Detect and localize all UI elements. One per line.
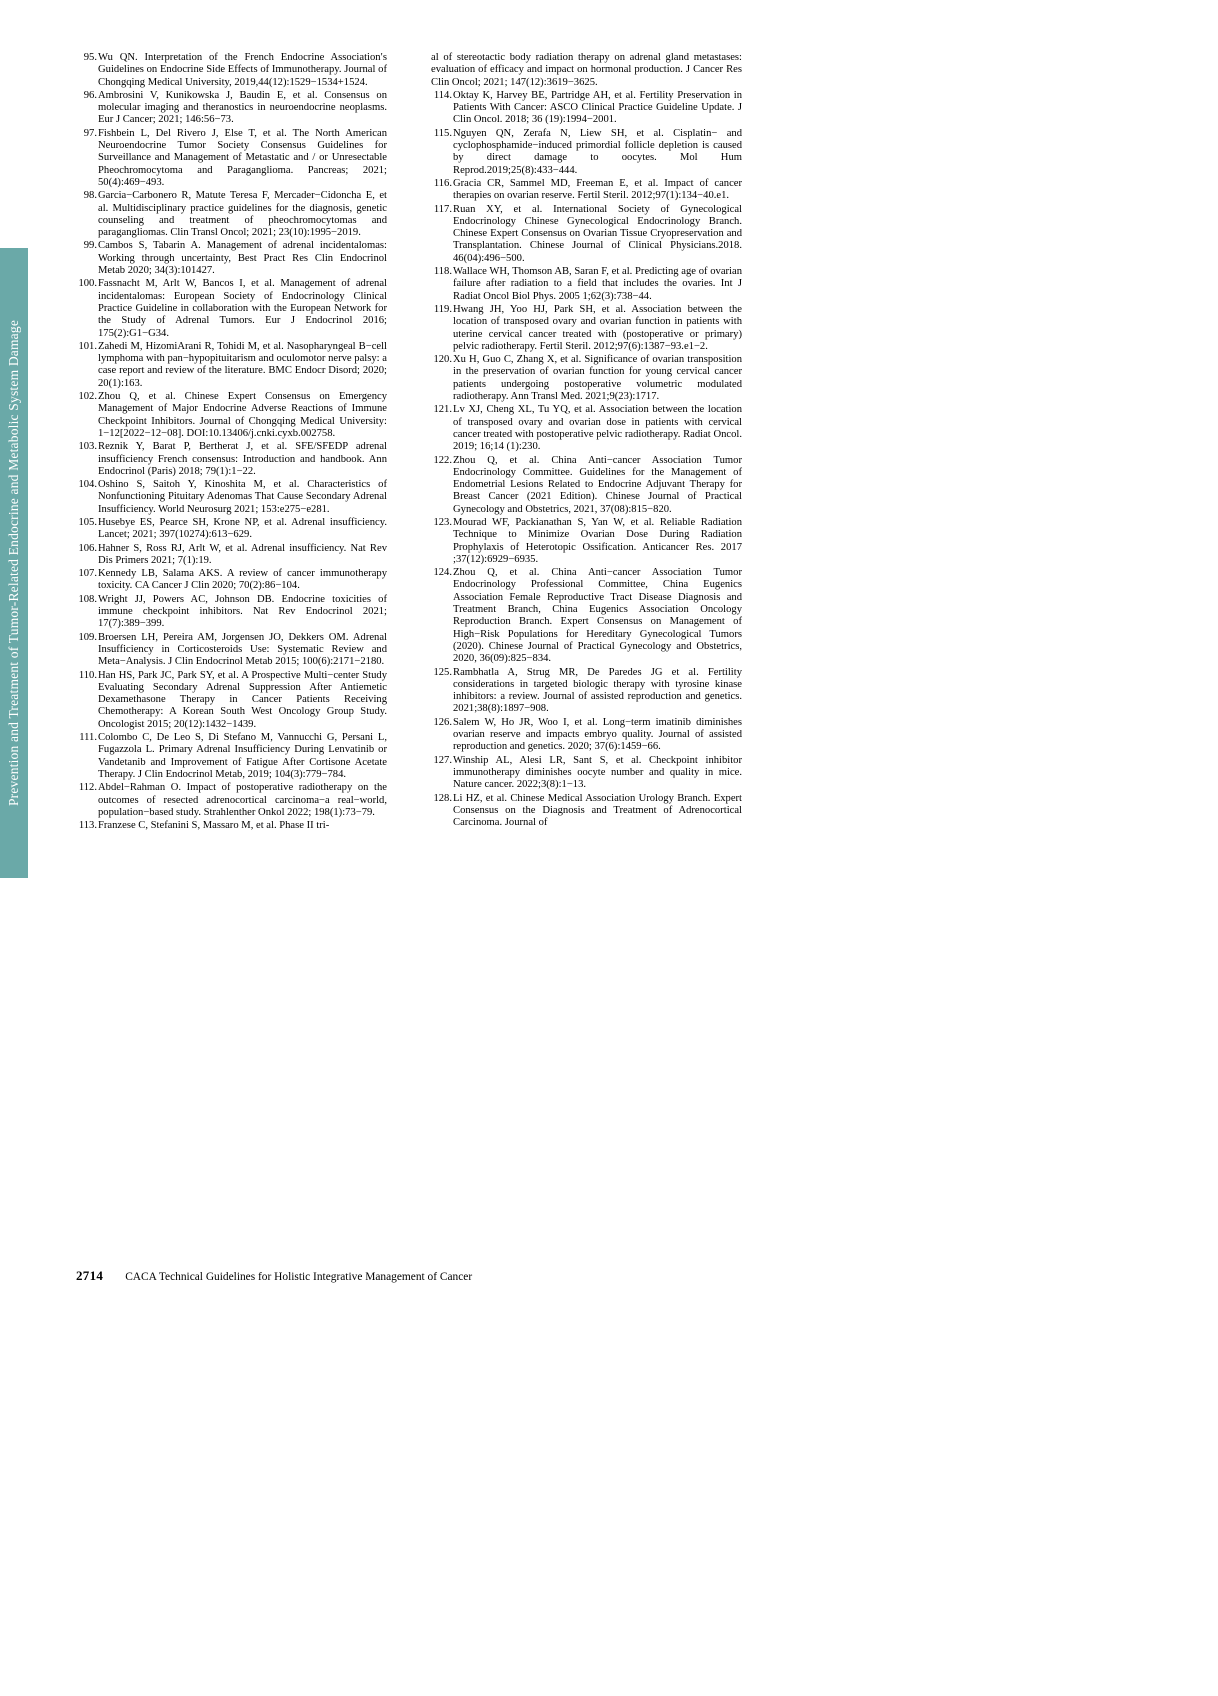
reference-item: [431, 266, 742, 303]
reference-item: [76, 594, 387, 631]
reference-number: 127.: [433, 754, 452, 766]
reference-number: 124.: [433, 567, 452, 579]
reference-text: Rambhatla A, Strug MR, De Paredes JG et al. Fertility considerations in targeted biologic therapy with tyrosine kinase inhibitors: a review. Journal of assisted reproduction and genetics. 2021;38(8):1897−908.: [453, 666, 742, 715]
reference-number: 109.: [78, 631, 97, 643]
reference-item: [76, 52, 387, 89]
reference-number: 123.: [433, 516, 452, 528]
reference-item: [431, 128, 742, 177]
reference-item: [76, 543, 387, 568]
reference-text: Zahedi M, HizomiArani R, Tohidi M, et al. Nasopharyngeal B−cell lymphoma with pan−hypopituitarism and oculomotor nerve palsy: a case report and review of the literature. BMC Endocr Disord; 2020; 20(1):163.: [98, 340, 387, 389]
reference-number: 120.: [433, 354, 452, 366]
reference-number: 95.: [83, 52, 97, 63]
reference-text: Salem W, Ho JR, Woo I, et al. Long−term imatinib diminishes ovarian reserve and impacts embryo quality. Journal of assisted reproduction and genetics. 2020; 37(6):1459−66.: [453, 716, 742, 753]
reference-text: Mourad WF, Packianathan S, Yan W, et al. Reliable Radiation Technique to Minimize Ovarian Dose During Radiation Prophylaxis of Heterotopic Ossification. Anticancer Res. 2017 ;37(12):6929−6935.: [453, 516, 742, 565]
reference-text: Cambos S, Tabarin A. Management of adrenal incidentalomas: Working through uncertainty, Best Pract Res Clin Endocrinol Metab 2020; 34(3):101427.: [98, 240, 387, 277]
reference-text: Ruan XY, et al. International Society of Gynecological Endocrinology Chinese Gynecological Endocrinology Branch. Chinese Expert Consensus on Ovarian Tissue Cryopreservation and Transplantation. Chinese Journal of Clinical Physicians.2018. 46(04):496−500.: [453, 203, 742, 264]
reference-item: [431, 90, 742, 127]
page-number: 2714: [76, 1268, 104, 1283]
reference-number: 100.: [78, 278, 97, 290]
reference-text: Li HZ, et al. Chinese Medical Association Urology Branch. Expert Consensus on the Diagnosis and Treatment of Adrenocortical Carcinoma. Journal of: [453, 792, 742, 829]
reference-number: 101.: [78, 340, 97, 352]
reference-item: [431, 404, 742, 453]
reference-item: [431, 455, 742, 516]
reference-text: Winship AL, Alesi LR, Sant S, et al. Checkpoint inhibitor immunotherapy diminishes oocyte number and quality in mice. Nature cancer. 2022;3(8):1−13.: [453, 754, 742, 791]
reference-item: [76, 278, 387, 339]
reference-text: Broersen LH, Pereira AM, Jorgensen JO, Dekkers OM. Adrenal Insufficiency in Corticosteroids Use: Systematic Review and Meta−Analysis. J Clin Endocrinol Metab 2015; 100(6):2171−2180.: [98, 631, 387, 668]
reference-text: Wu QN. Interpretation of the French Endocrine Association′s Guidelines on Endocrine Side Effects of Immunotherapy. Journal of Chongqing Medical University, 2019,44(12):1529−1534+1524.: [98, 52, 387, 88]
reference-item: [431, 178, 742, 203]
reference-text: Gracia CR, Sammel MD, Freeman E, et al. Impact of cancer therapies on ovarian reserve. Fertil Steril. 2012;97(1):134−40.e1.: [453, 177, 742, 202]
reference-number: 114.: [433, 89, 452, 101]
right-column: [431, 52, 742, 833]
reference-text: Fassnacht M, Arlt W, Bancos I, et al. Management of adrenal incidentalomas: European Society of Endocrinology Clinical Practice Guideline in collaboration with the European Network for the Study of Adrenal Tumors. Eur J Endocrinol 2016; 175(2):G1−G34.: [98, 278, 387, 339]
reference-text: Garcia−Carbonero R, Matute Teresa F, Mercader−Cidoncha E, et al. Multidisciplinary practice guidelines for the diagnosis, genetic counseling and treatment of pheochromocytomas and paragangliomas. Clin Transl Oncol; 2021; 23(10):1995−2019.: [98, 190, 387, 239]
reference-text: Han HS, Park JC, Park SY, et al. A Prospective Multi−center Study Evaluating Secondary Adrenal Suppression After Antiemetic Dexamethasone Therapy in Cancer Patients Receiving Chemotherapy: A Korean South West Oncology Group Study. Oncologist 2015; 20(12):1432−1439.: [98, 669, 387, 730]
reference-item: [76, 670, 387, 731]
reference-number: 117.: [433, 203, 452, 215]
reference-number: 121.: [433, 404, 452, 416]
reference-item: [431, 567, 742, 665]
reference-number: 98.: [83, 190, 97, 202]
reference-number: 118.: [433, 266, 452, 278]
reference-number: 126.: [433, 716, 452, 728]
reference-number: 107.: [78, 568, 97, 580]
reference-item: [431, 793, 742, 830]
reference-columns: [76, 52, 1142, 833]
reference-number: 97.: [83, 127, 97, 139]
reference-item: [431, 354, 742, 403]
page-footer: [76, 1268, 1076, 1284]
reference-number: 125.: [433, 666, 452, 678]
reference-text: Ambrosini V, Kunikowska J, Baudin E, et al. Consensus on molecular imaging and theranostics in neuroendocrine neoplasms. Eur J Cancer; 2021; 146:56−73.: [98, 89, 387, 126]
reference-item: [76, 90, 387, 127]
reference-number: 115.: [433, 127, 452, 139]
reference-item: [431, 204, 742, 265]
reference-item: [76, 632, 387, 669]
reference-text: Zhou Q, et al. China Anti−cancer Association Tumor Endocrinology Professional Committee, China Eugenics Association Female Reproductive Tract Disease Diagnosis and Treatment Branch, China Eugenics Association Oncology Reproduction Branch. Expert Consensus on Management of High−Risk Populations for Hereditary Gynecological Tumors (2020). Chinese Journal of Practical Gynecology and Obstetrics, 2020, 36(09):825−834.: [453, 567, 742, 665]
reference-item: [76, 517, 387, 542]
reference-text: Hwang JH, Yoo HJ, Park SH, et al. Association between the location of transposed ovary and ovarian function in patients with uterine cervical cancer treated with (postoperative or primary) pelvic radiotherapy. Fertil Steril. 2012;97(6):1387−93.e1−2.: [453, 303, 742, 352]
reference-item: [76, 391, 387, 440]
footer-title: CACA Technical Guidelines for Holistic Integrative Management of Cancer: [125, 1271, 473, 1283]
reference-text: Wright JJ, Powers AC, Johnson DB. Endocrine toxicities of immune checkpoint inhibitors. Nat Rev Endocrinol 2021; 17(7):389−399.: [98, 593, 387, 630]
reference-number: 99.: [83, 240, 97, 252]
reference-number: 119.: [433, 303, 452, 315]
reference-item: [76, 732, 387, 781]
reference-text: Hahner S, Ross RJ, Arlt W, et al. Adrenal insufficiency. Nat Rev Dis Primers 2021; 7(1):19.: [98, 542, 387, 566]
reference-text: Franzese C, Stefanini S, Massaro M, et al. Phase II tri-: [98, 820, 330, 832]
reference-number: 116.: [433, 177, 452, 189]
reference-number: 111.: [79, 732, 97, 744]
reference-text: al of stereotactic body radiation therapy on adrenal gland metastases: evaluation of efficacy and impact on hormonal production. J Cancer Res Clin Oncol; 2021; 147(12):3619−3625.: [431, 52, 742, 88]
reference-number: 102.: [78, 391, 97, 403]
reference-number: 106.: [78, 542, 97, 554]
reference-item: [76, 341, 387, 390]
reference-item: [76, 441, 387, 478]
reference-number: 96.: [83, 89, 97, 101]
reference-text: Abdel−Rahman O. Impact of postoperative radiotherapy on the outcomes of resected adrenocortical carcinoma−a real−world, population−based study. Strahlenther Onkol 2022; 198(1):73−79.: [98, 782, 387, 818]
reference-item: [76, 782, 387, 819]
reference-text: Wallace WH, Thomson AB, Saran F, et al. Predicting age of ovarian failure after radiation to a field that includes the ovaries. Int J Radiat Oncol Biol Phys. 2005 1;62(3):738−44.: [453, 266, 742, 302]
reference-text: Lv XJ, Cheng XL, Tu YQ, et al. Association between the location of transposed ovary and ovarian dose in patients with cervical cancer treated with postoperative pelvic radiotherapy. Radiat Oncol. 2019; 16;14 (1):230.: [453, 404, 742, 453]
reference-item: [76, 568, 387, 593]
reference-text: Xu H, Guo C, Zhang X, et al. Significance of ovarian transposition in the preservation of ovarian function for young cervical cancer patients undergoing postoperative volumetric modulated radiotherapy. Ann Transl Med. 2021;9(23):1717.: [453, 354, 742, 403]
reference-item: [76, 190, 387, 239]
reference-number: 108.: [78, 593, 97, 605]
reference-item: [431, 717, 742, 754]
reference-number: 122.: [433, 454, 452, 466]
reference-number: 128.: [433, 792, 452, 804]
reference-text: Reznik Y, Barat P, Bertherat J, et al. SFE/SFEDP adrenal insufficiency French consensus: Introduction and handbook. Ann Endocrinol (Paris) 2018; 79(1):1−22.: [98, 441, 387, 477]
reference-text: Colombo C, De Leo S, Di Stefano M, Vannucchi G, Persani L, Fugazzola L. Primary Adrenal Insufficiency During Lenvatinib or Vandetanib and Improvement of Fatigue After Cortisone Acetate Therapy. J Clin Endocrinol Metab, 2019; 104(3):779−784.: [98, 732, 387, 780]
reference-text: Nguyen QN, Zerafa N, Liew SH, et al. Cisplatin− and cyclophosphamide−induced primordial follicle depletion is caused by direct damage to oocytes. Mol Hum Reprod.2019;25(8):433−444.: [453, 127, 742, 176]
reference-item: [76, 479, 387, 516]
reference-text: Zhou Q, et al. China Anti−cancer Association Tumor Endocrinology Committee. Guidelines for the Management of Endometrial Lesions Related to Endocrine Adjuvant Therapy for Breast Cancer (2021 Edition). Chinese Journal of Practical Gynecology and Obstetrics, 2021, 37(08):815−820.: [453, 454, 742, 515]
left-column: [76, 52, 387, 833]
reference-number: 103.: [78, 441, 97, 453]
reference-text: Husebye ES, Pearce SH, Krone NP, et al. Adrenal insufficiency. Lancet; 2021; 397(10274):613−629.: [98, 516, 387, 541]
reference-number: 112.: [78, 782, 97, 794]
reference-number: 110.: [78, 669, 97, 681]
reference-item: [431, 304, 742, 353]
reference-text: Kennedy LB, Salama AKS. A review of cancer immunotherapy toxicity. CA Cancer J Clin 2020; 70(2):86−104.: [98, 568, 387, 592]
reference-text: Oshino S, Saitoh Y, Kinoshita M, et al. Characteristics of Nonfunctioning Pituitary Adenomas That Cause Secondary Adrenal Insufficiency. World Neurosurg 2021; 153:e275−e281.: [98, 479, 387, 515]
reference-item: [431, 667, 742, 716]
reference-item-continued: [431, 52, 742, 89]
reference-item: [76, 820, 387, 832]
reference-number: 113.: [78, 820, 97, 832]
reference-number: 105.: [78, 516, 97, 528]
reference-text: Zhou Q, et al. Chinese Expert Consensus on Emergency Management of Major Endocrine Adverse Reactions of Immune Checkpoint Inhibitors. Journal of Chongqing Medical University: 1−12[2022−12−08]. DOI:10.13406/j.cnki.cyxb.002758.: [98, 391, 387, 439]
chapter-side-tab: [0, 248, 28, 878]
reference-number: 104.: [78, 479, 97, 491]
reference-text: Oktay K, Harvey BE, Partridge AH, et al. Fertility Preservation in Patients With Cancer: ASCO Clinical Practice Guideline Update. J Clin Oncol. 2018; 36 (19):1994−2001.: [453, 89, 742, 126]
reference-item: [76, 128, 387, 189]
reference-item: [431, 755, 742, 792]
reference-text: Fishbein L, Del Rivero J, Else T, et al. The North American Neuroendocrine Tumor Society Consensus Guidelines for Surveillance and Management of Metastatic and / or Unresectable Pheochromocytoma and Paraganglioma. Pancreas; 2021; 50(4):469−493.: [98, 127, 387, 188]
chapter-side-tab-label: Prevention and Treatment of Tumor-Related Endocrine and Metabolic System Damage: [6, 319, 21, 807]
reference-item: [76, 240, 387, 277]
reference-item: [431, 517, 742, 566]
